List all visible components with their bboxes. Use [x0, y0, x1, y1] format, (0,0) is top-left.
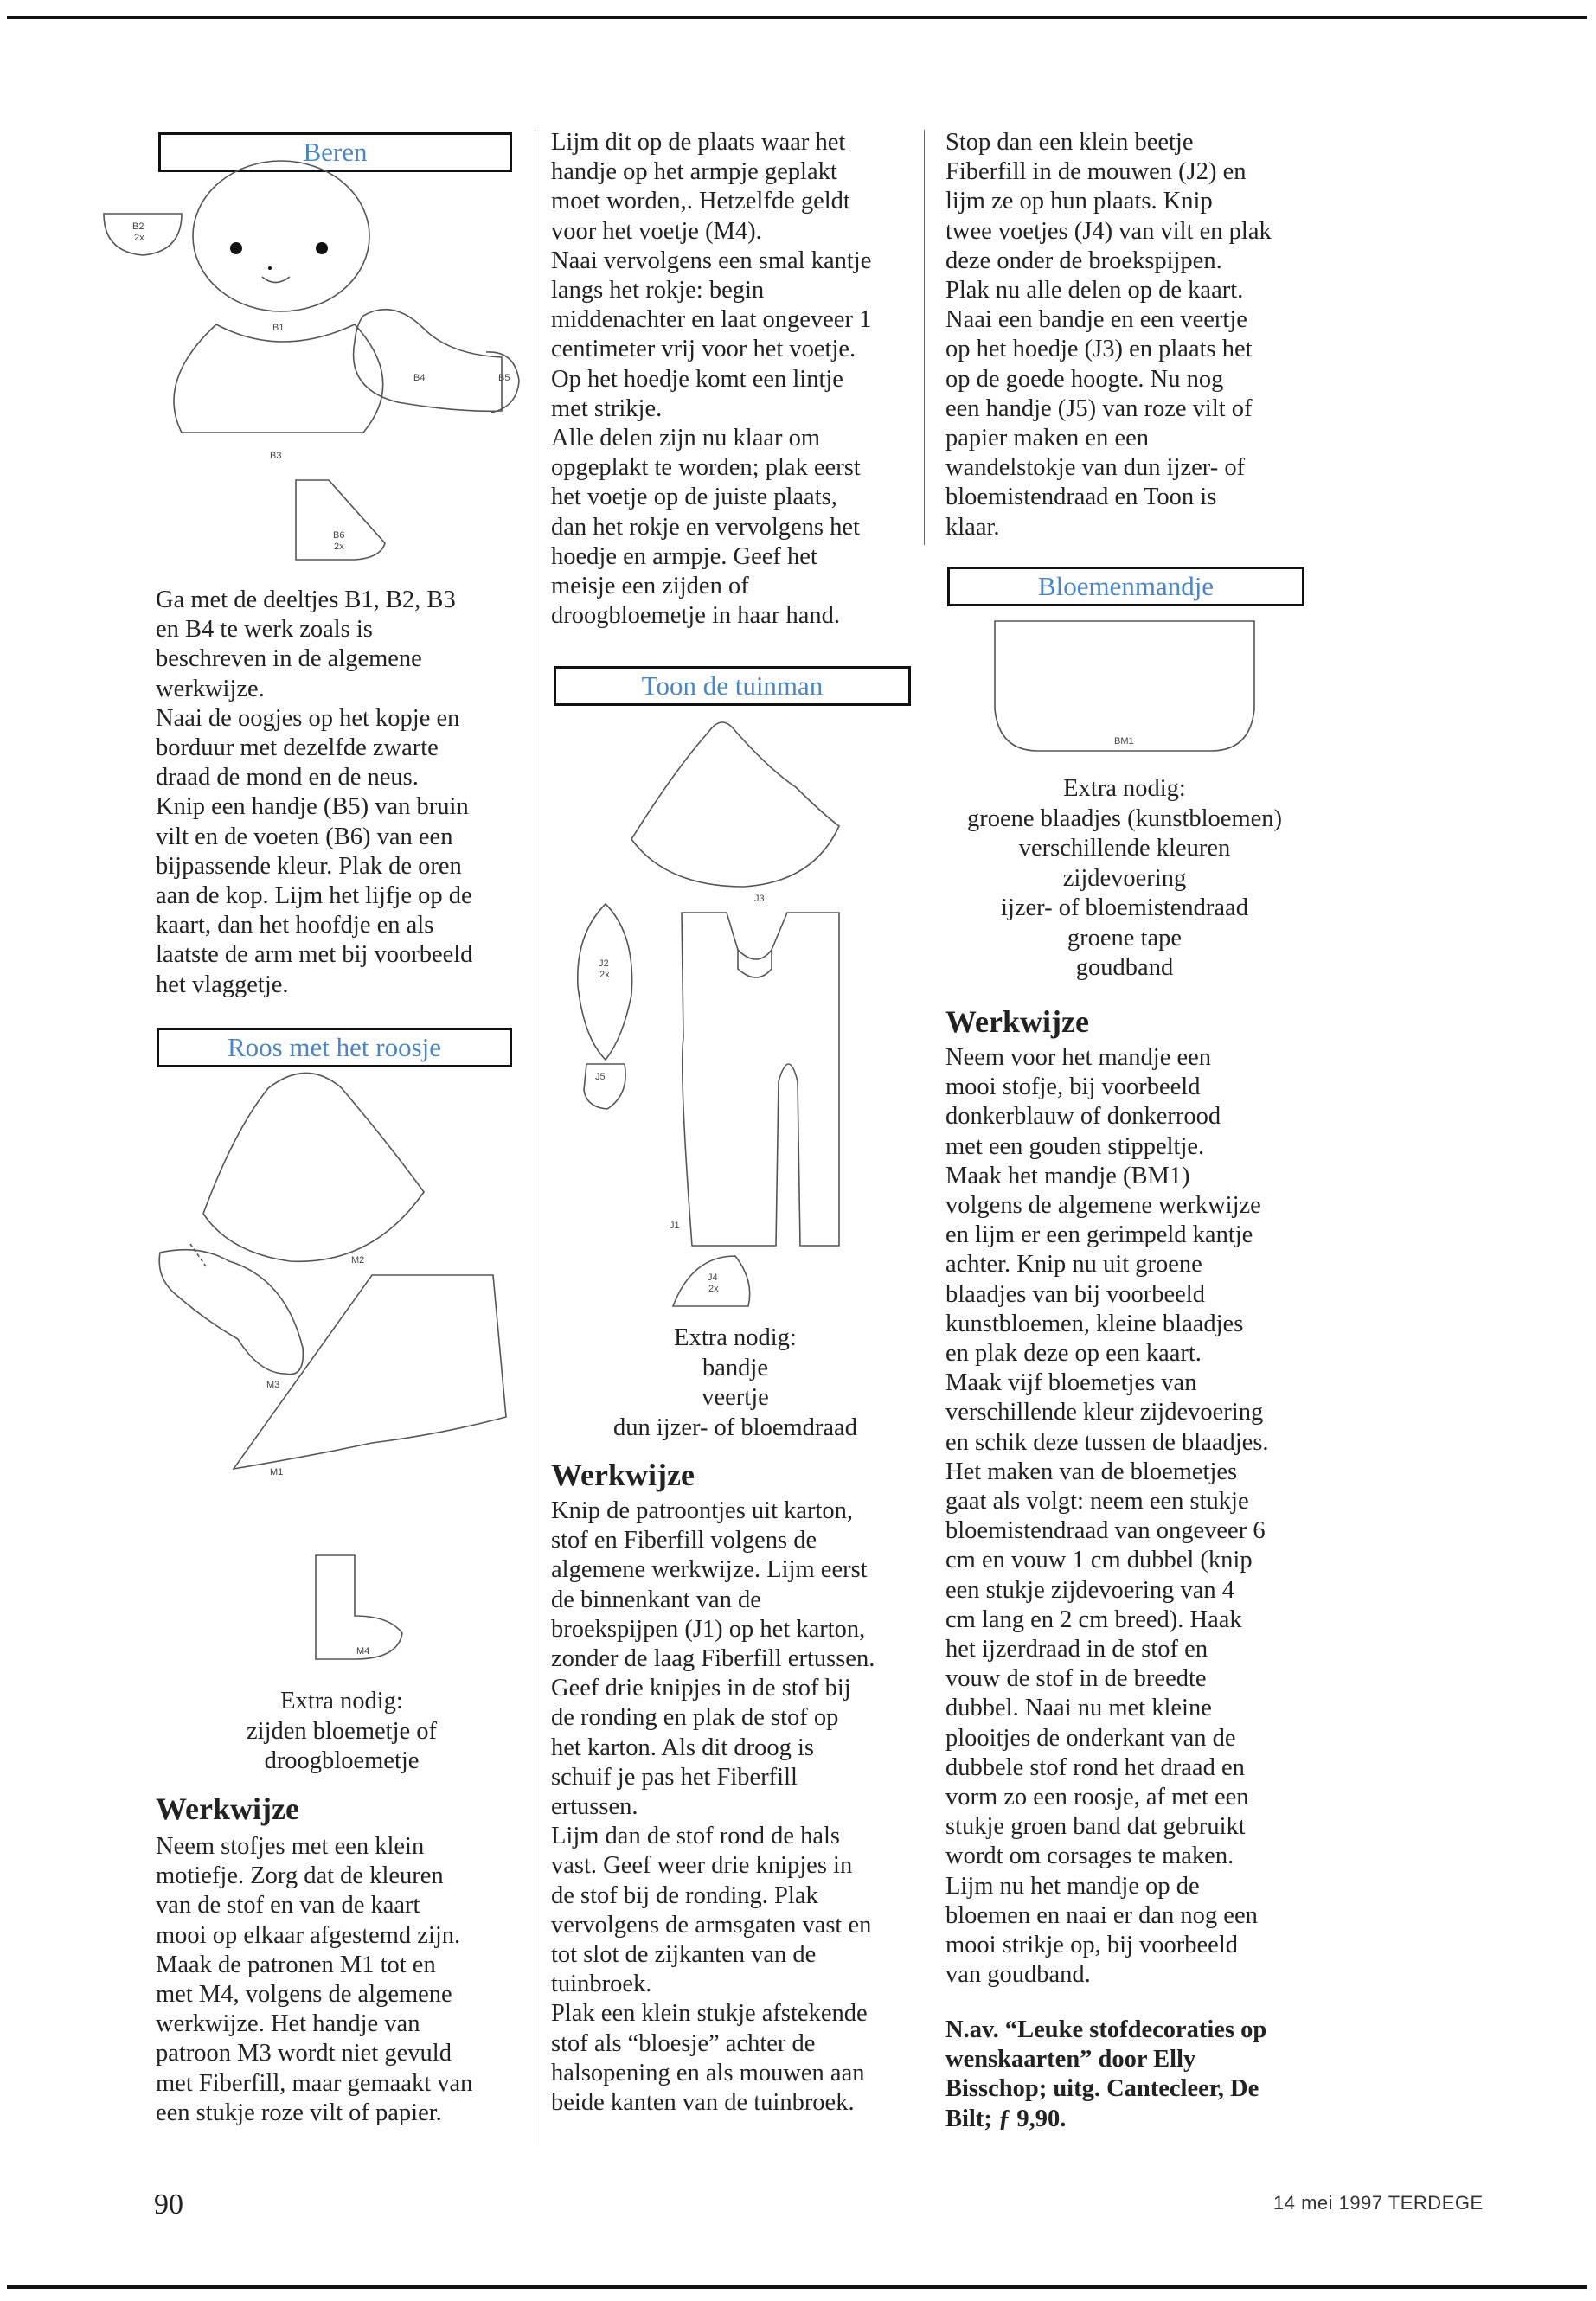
- svg-text:2x: 2x: [599, 970, 610, 980]
- column-divider-2: [924, 130, 925, 545]
- toon-instructions-continued: Stop dan een klein beetje Fiberfill in de mouwen (J2) en lijm ze op hun plaats. Knip twee voetjes (J4) van vilt en plak deze onder de broekspijpen. Plak nu alle delen op de kaart. Naai een bandje en een veertje op het hoedje (J3) en plaats het op de goede hoogte. Nu nog een handje (J5) van roze vilt of papier maken en een wandelstokje van dun ijzer- of bloemistendraad en Toon is klaar.: [945, 129, 1272, 541]
- label-b4: B4: [413, 373, 426, 383]
- label-b3: B3: [270, 451, 282, 461]
- svg-text:2x: 2x: [334, 542, 344, 552]
- roos-werkwijze-heading: Werkwijze: [156, 1791, 299, 1826]
- section-title-beren: Beren: [158, 132, 512, 172]
- roos-werkwijze-text: Neem stofjes met een klein motiefje. Zorg dat de kleuren van de stof en van de kaart mooi op elkaar afgestemd zijn. Maak de patronen M1 tot en met M4, volgens de algemene werkwijze. Het handje van patroon M3 wordt niet gevuld met Fiberfill, maar gemaakt van een stukje roze vilt of papier.: [156, 1833, 473, 2126]
- pattern-beren: [95, 169, 528, 584]
- label-j3: J3: [754, 894, 765, 904]
- label-j1: J1: [670, 1221, 680, 1231]
- bloemenmandje-extra-nodig: Extra nodig: groene blaadjes (kunstbloemen) verschillende kleuren zijdevoering ijzer- of bloemistendraad groene tape goudband: [966, 775, 1283, 981]
- roos-extra-nodig: Extra nodig: zijden bloemetje of droogbloemetje: [247, 1688, 437, 1774]
- label-m4: M4: [356, 1646, 370, 1657]
- label-b5: B5: [498, 373, 510, 383]
- toon-werkwijze-text: Knip de patroontjes uit karton, stof en Fiberfill volgens de algemene werkwijze. Lijm eerst de binnenkant van de broekspijpen (J1) op het karton, zonder de laag Fiberfill ertussen. Geef drie knipjes in de stof bij de ronding en plak de stof op het karton. Als dit droog is schuif je pas het Fiberfill ertussen. Lijm dan de stof rond de hals vast. Geef weer drie knipjes in de stof bij de ronding. Plak vervolgens de armsgaten vast en tot slot de zijkanten van de tuinbroek. Plak een klein stukje afstekende stof als “bloesje” achter de halsopening en als mouwen aan beide kanten van de tuinbroek.: [551, 1497, 875, 2117]
- label-b2: B2: [132, 221, 144, 232]
- label-b6: B6: [333, 530, 345, 541]
- bloemenmandje-werkwijze-text: Neem voor het mandje een mooi stofje, bij voorbeeld donkerblauw of donkerrood met een gouden stippeltje. Maak het mandje (BM1) volgens de algemene werkwijze en lijm er een gerimpeld kantje achter. Knip nu uit groene blaadjes van bij voorbeeld kunstbloemen, kleine blaadjes en plak deze op een kaart. Maak vijf bloemetjes van verschillende kleur zijdevoering en schik deze tussen de blaadjes. Het maken van de bloemetjes gaat als volgt: neem een stukje bloemistendraad van ongeveer 6 cm en vouw 1 cm dubbel (knip een stukje zijdevoering van 4 cm lang en 2 cm breed). Haak het ijzerdraad in de stof en vouw de stof in de breedte dubbel. Naai nu met kleine plooitjes de onderkant van de dubbele stof rond het draad en vorm zo een roosje, af met een stukje groen band dat gebruikt wordt om corsages te maken. Lijm nu het mandje op de bloemen en naai er dan nog een mooi strikje op, bij voorbeeld van goudband.: [945, 1044, 1269, 1989]
- toon-extra-nodig: Extra nodig: bandje veertje dun ijzer- of bloemdraad: [613, 1324, 857, 1441]
- svg-text:2x: 2x: [708, 1284, 719, 1294]
- source-credit: N.av. “Leuke stofdecoraties op wenskaarten” door Elly Bisschop; uitg. Cantecleer, De Bilt; ƒ 9,90.: [945, 2016, 1267, 2132]
- pattern-bloemenmandje: [986, 614, 1263, 761]
- pattern-roos: [138, 1062, 545, 1668]
- label-j2: J2: [599, 958, 609, 969]
- section-title-toon: Toon de tuinman: [554, 666, 911, 706]
- label-j5: J5: [595, 1072, 606, 1082]
- section-title-bloemenmandje: Bloemenmandje: [947, 567, 1304, 606]
- label-b1: B1: [272, 323, 285, 333]
- toon-werkwijze-heading: Werkwijze: [551, 1458, 695, 1492]
- svg-text:2x: 2x: [134, 233, 144, 243]
- pattern-toon: [571, 709, 917, 1315]
- roos-instructions-continued: Lijm dit op de plaats waar het handje op het armpje geplakt moet worden,. Hetzelfde geldt voor het voetje (M4). Naai vervolgens een smal kantje langs het rokje: begin middenachter en laat ongeveer 1 centimeter vrij voor het voetje. Op het hoedje komt een lintje met strikje. Alle delen zijn nu klaar om opgeplakt te worden; plak eerst het voetje op de juiste plaats, dan het rokje en vervolgens het hoedje en armpje. Geef het meisje een zijden of droogbloemetje in haar hand.: [551, 129, 872, 630]
- beren-instructions: Ga met de deeltjes B1, B2, B3 en B4 te werk zoals is beschreven in de algemene werkwijze. Naai de oogjes op het kopje en borduur met dezelfde zwarte draad de mond en de neus. Knip een handje (B5) van bruin vilt en de voeten (B6) van een bijpassende kleur. Plak de oren aan de kop. Lijm het lijfje op de kaart, dan het hoofdje en als laatste de arm met bij voorbeeld het vlaggetje.: [156, 586, 473, 998]
- page-number: 90: [154, 2189, 183, 2221]
- label-m1: M1: [270, 1467, 284, 1477]
- label-m3: M3: [266, 1380, 280, 1390]
- issue-date: 14 mei 1997 TERDEGE: [1273, 2192, 1484, 2214]
- label-m2: M2: [351, 1255, 365, 1266]
- label-bm1: BM1: [1114, 736, 1134, 747]
- section-title-roos: Roos met het roosje: [157, 1028, 512, 1067]
- label-j4: J4: [708, 1272, 718, 1283]
- bloemenmandje-werkwijze-heading: Werkwijze: [945, 1004, 1089, 1039]
